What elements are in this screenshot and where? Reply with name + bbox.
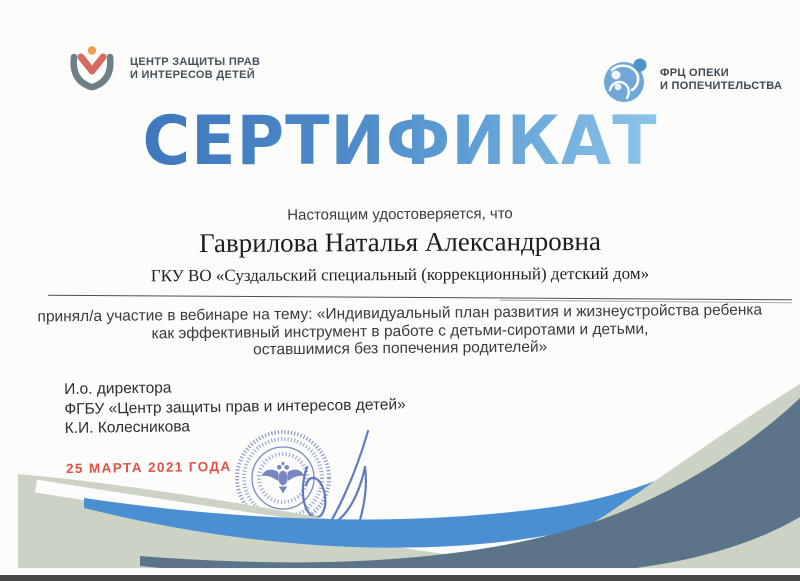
left-logo — [66, 44, 260, 94]
right-logo-line1: ФРЦ ОПЕКИ — [660, 67, 729, 79]
left-logo-text — [130, 56, 260, 82]
right-logo-text — [660, 67, 782, 93]
signatory-org: ФГБУ «Центр защиты прав и интересов детей» — [64, 395, 406, 418]
certificate-date: 25 МАРТА 2021 ГОДА — [65, 458, 232, 477]
bottom-swoosh-graphic — [0, 366, 800, 581]
hands-holding-child-icon — [66, 44, 118, 94]
right-logo — [602, 56, 782, 104]
left-logo-line2: И ИНТЕРЕСОВ ДЕТЕЙ — [130, 69, 256, 81]
intro-line: Настоящим удостоверяется, что — [287, 205, 513, 224]
certificate-title — [0, 103, 800, 181]
body-line-1: принял/а участие в вебинаре на тему: «Индивидуальный план развития и жизнеустройства ребенка — [37, 301, 763, 326]
bottom-white-margin — [0, 568, 800, 575]
body-paragraph — [0, 301, 800, 361]
recipient-name: Гаврилова Наталья Александровна — [198, 225, 602, 259]
certificate-title-text: СЕРТИФИКАТ — [142, 102, 658, 181]
body-line-3: оставшимися без попечения родителей» — [253, 338, 548, 359]
scan-edge-strip — [0, 575, 800, 581]
signatory-name: К.И. Колесникова — [64, 418, 191, 437]
left-logo-line1: ЦЕНТР ЗАЩИТЫ ПРАВ — [130, 56, 261, 68]
family-circle-icon — [602, 56, 650, 104]
recipient-organization: ГКУ ВО «Суздальский специальный (коррекционный) детский дом» — [150, 263, 650, 286]
right-logo-line2: И ПОПЕЧИТЕЛЬСТВА — [660, 80, 783, 92]
signatory-position: И.о. директора — [64, 379, 172, 398]
divider-line — [48, 295, 792, 301]
body-line-2: как эффективный инструмент в работе с детьми-сиротами и детьми, — [151, 320, 649, 342]
